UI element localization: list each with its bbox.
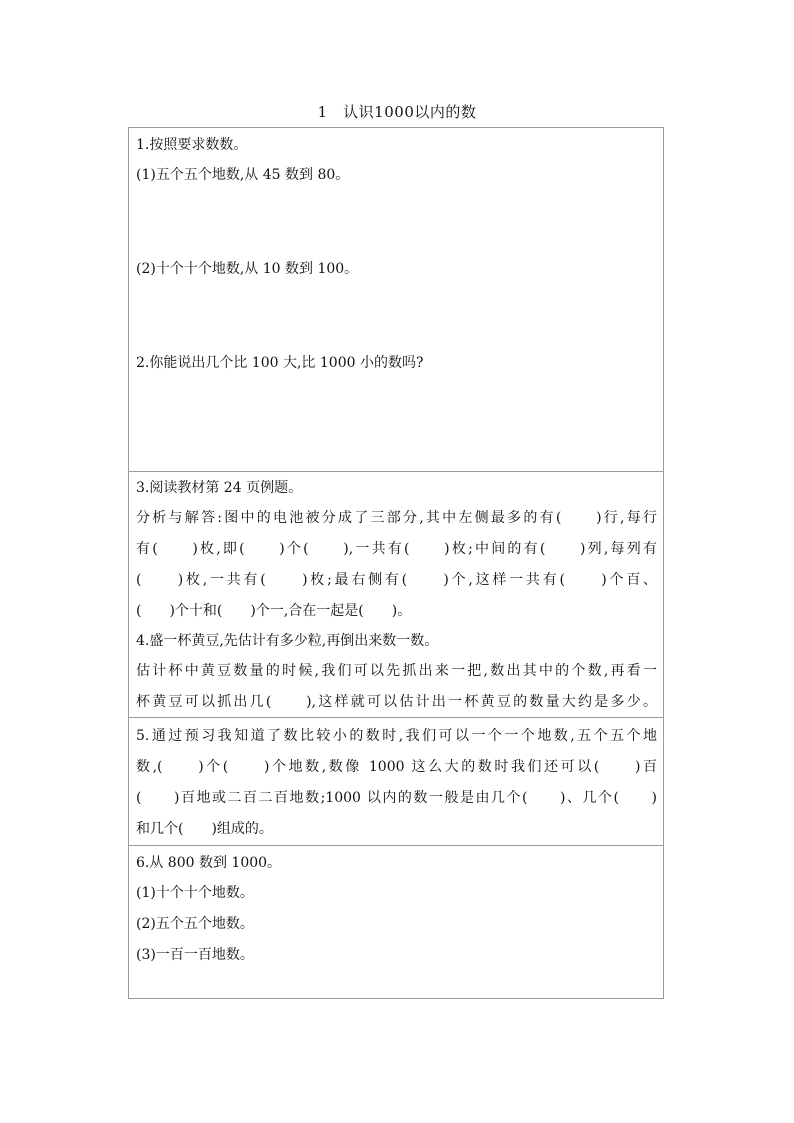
section-counting — [129, 128, 663, 471]
section-reading — [129, 471, 663, 717]
question-3-line-4: ( )个十和( )个一,合在一起是( )。 — [136, 603, 412, 619]
question-5-line-1: 5.通过预习我知道了数比较小的数时,我们可以一个一个地数,五个五个地 — [136, 728, 657, 744]
question-6-heading: 6.从 800 数到 1000。 — [136, 855, 282, 871]
section-counting-800 — [129, 845, 663, 1000]
question-3-line-1: 分析与解答:图中的电池被分成了三部分,其中左侧最多的有( )行,每行 — [136, 510, 657, 526]
page-title: 1 认识1000以内的数 — [317, 103, 477, 121]
question-5-line-4: 和几个( )组成的。 — [136, 821, 273, 837]
question-1-part-1: (1)五个五个地数,从 45 数到 80。 — [136, 167, 350, 183]
worksheet-table — [128, 127, 664, 999]
question-6-part-1: (1)十个十个地数。 — [136, 885, 254, 901]
question-6-part-2: (2)五个五个地数。 — [136, 916, 254, 932]
question-3-line-2: 有( )枚,即( )个( ),一共有( )枚;中间的有( )列,每列有 — [136, 541, 657, 557]
question-4-line-2: 杯黄豆可以抓出几( ),这样就可以估计出一杯黄豆的数量大约是多少。 — [136, 694, 657, 710]
question-4-line-1: 估计杯中黄豆数量的时候,我们可以先抓出来一把,数出其中的个数,再看一 — [136, 663, 657, 679]
section-preview — [129, 717, 663, 845]
question-1-heading: 1.按照要求数数。 — [136, 137, 248, 153]
question-5-line-2: 数,( )个( )个地数,数像 1000 这么大的数时我们还可以( )百 — [136, 759, 657, 775]
question-2: 2.你能说出几个比 100 大,比 1000 小的数吗? — [136, 355, 424, 371]
question-5-line-3: ( )百地或二百二百地数;1000 以内的数一般是由几个( )、几个( ) — [136, 790, 657, 806]
question-4-heading: 4.盛一杯黄豆,先估计有多少粒,再倒出来数一数。 — [136, 633, 439, 649]
question-1-part-2: (2)十个十个地数,从 10 数到 100。 — [136, 261, 359, 277]
question-6-part-3: (3)一百一百地数。 — [136, 947, 254, 963]
question-3-heading: 3.阅读教材第 24 页例题。 — [136, 480, 303, 496]
question-3-line-3: ( )枚,一共有( )枚;最右侧有( )个,这样一共有( )个百、 — [136, 572, 657, 588]
